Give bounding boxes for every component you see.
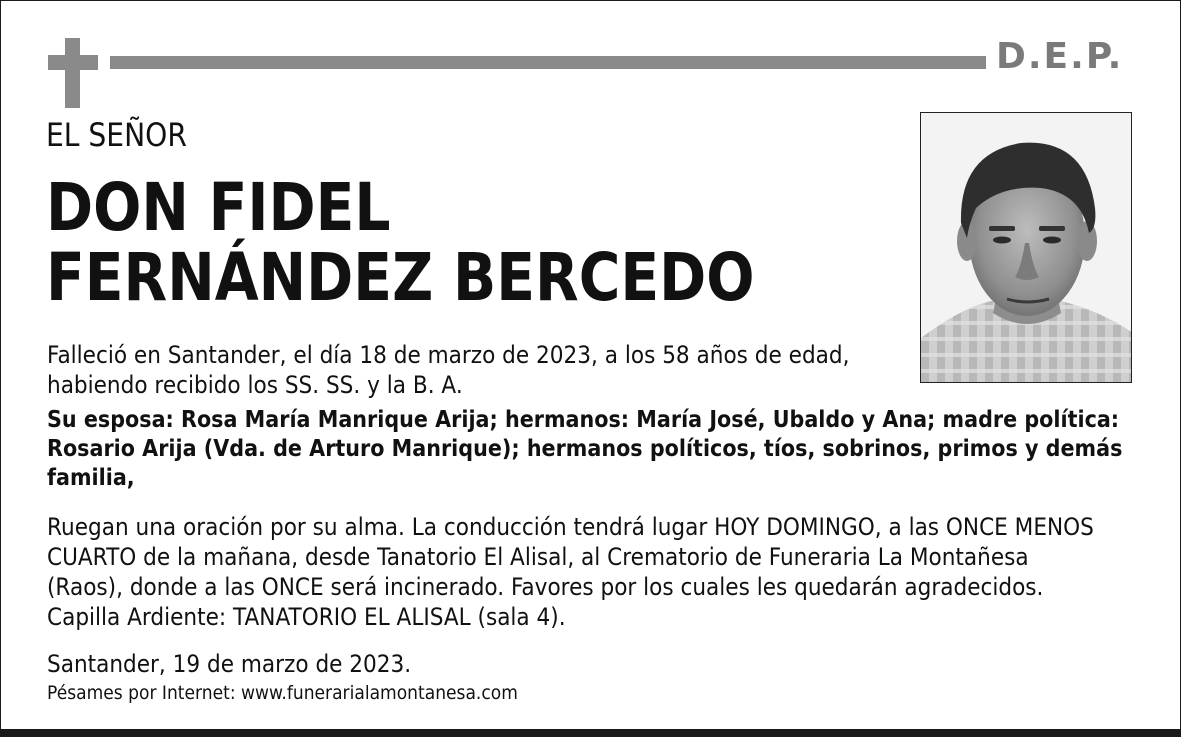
death-line: habiendo recibido los SS. SS. y la B. A. xyxy=(47,371,463,399)
bottom-rule xyxy=(0,729,1181,737)
ceremony-line: (Raos), donde a las ONCE será incinerado. Favores por los cuales les quedarán agradecidos. xyxy=(47,573,1044,601)
header-rule xyxy=(110,56,986,69)
family-line: Su esposa: Rosa María Manrique Arija; hermanos: María José, Ubaldo y Ana; madre política: xyxy=(47,407,1120,433)
family-line: Rosario Arija (Vda. de Arturo Manrique); hermanos políticos, tíos, sobrinos, primos y demás xyxy=(47,436,1123,462)
web-condolences-note: Pésames por Internet: www.funerarialamontanesa.com xyxy=(47,682,518,704)
cross-icon-bar xyxy=(48,55,98,70)
ceremony-line: Ruegan una oración por su alma. La conducción tendrá lugar HOY DOMINGO, a las ONCE MENOS xyxy=(47,513,1094,541)
portrait-photo xyxy=(920,112,1132,383)
death-line: Falleció en Santander, el día 18 de marzo de 2023, a los 58 años de edad, xyxy=(47,341,850,369)
cross-icon xyxy=(65,38,80,108)
honorific: EL SEÑOR xyxy=(46,116,187,154)
family-line: familia, xyxy=(47,465,135,491)
ceremony-details xyxy=(47,512,1154,632)
deceased-name-line2: FERNÁNDEZ BERCEDO xyxy=(46,239,755,316)
place-date: Santander, 19 de marzo de 2023. xyxy=(47,650,412,678)
dep-label: D.E.P. xyxy=(996,36,1124,77)
ceremony-line: Capilla Ardiente: TANATORIO EL ALISAL (sala 4). xyxy=(47,603,566,631)
ceremony-line: CUARTO de la mañana, desde Tanatorio El Alisal, al Crematorio de Funeraria La Montañesa xyxy=(47,543,1029,571)
family-list xyxy=(47,406,1136,493)
death-statement xyxy=(47,340,889,400)
deceased-name-line1: DON FIDEL xyxy=(46,169,391,246)
